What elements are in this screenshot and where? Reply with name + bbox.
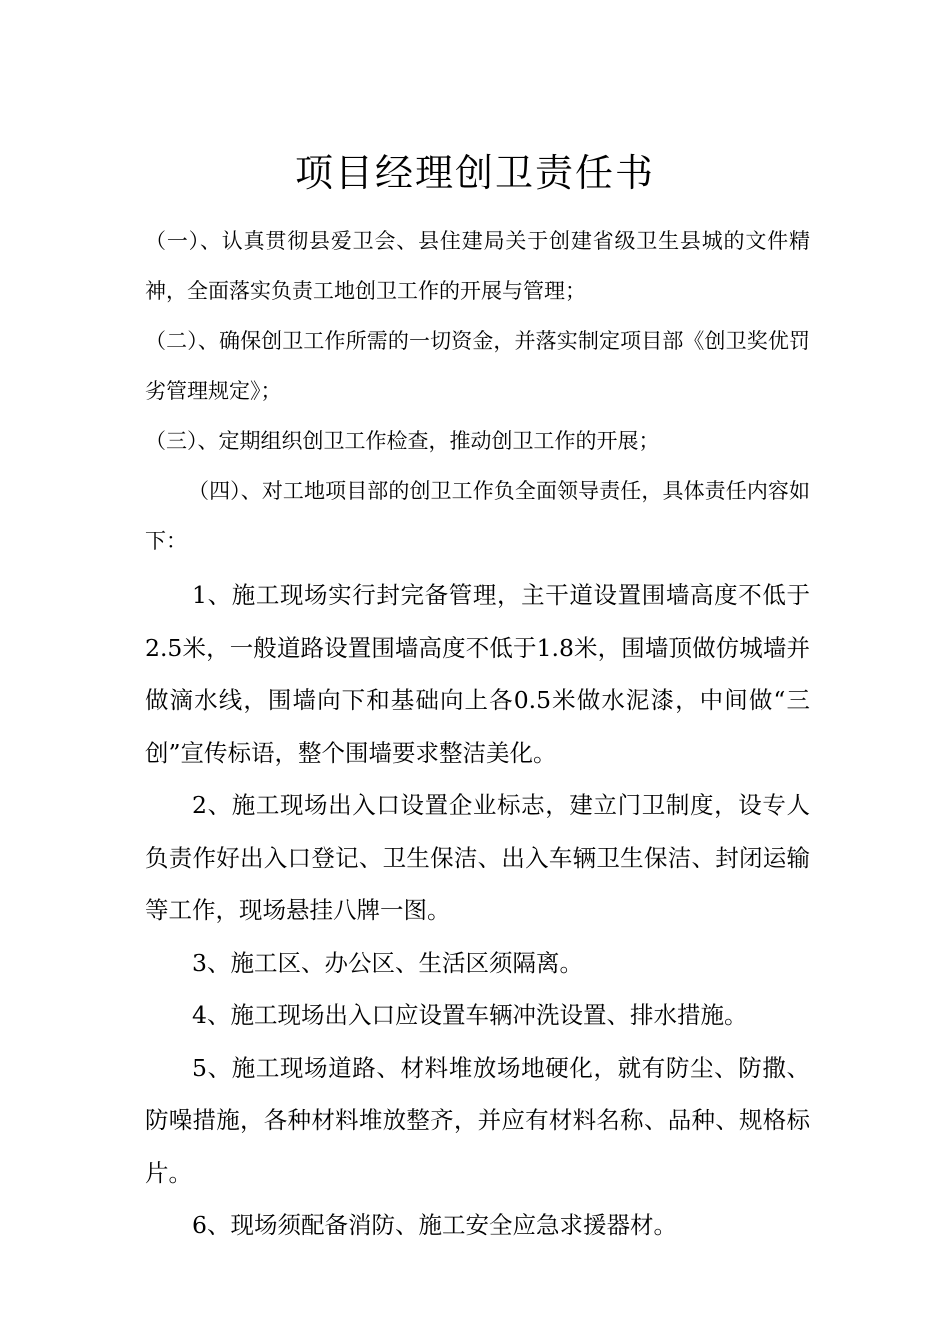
item-1: 1、施工现场实行封完备管理，主干道设置围墙高度不低于2.5米，一般道路设置围墙高度不低于1.8米，围墙顶做仿城墙并做滴水线，围墙向下和基础向上各0.5米做水泥漆，中间做“三创”宣传标语，整个围墙要求整洁美化。 <box>145 581 810 767</box>
document-title: 项目经理创卫责任书 <box>294 151 655 195</box>
item-3: 3、施工区、办公区、生活区须隔离。 <box>192 948 583 977</box>
clause-2: （二）、确保创卫工作所需的一切资金，并落实制定项目部《创卫奖优罚劣管理规定》； <box>145 329 810 403</box>
clause-1: （一）、认真贯彻县爱卫会、县住建局关于创建省级卫生县城的文件精神，全面落实负责工地创卫工作的开展与管理； <box>145 229 810 303</box>
item-4: 4、施工现场出入口应设置车辆冲洗设置、排水措施。 <box>192 1001 748 1029</box>
item-5: 5、施工现场道路、材料堆放场地硬化，就有防尘、防撒、防噪措施，各种材料堆放整齐，并应有材料名称、品种、规格标片。 <box>145 1053 810 1187</box>
clause-4: （四）、对工地项目部的创卫工作负全面领导责任，具体责任内容如下： <box>145 479 810 553</box>
item-6: 6、现场须配备消防、施工安全应急求援器材。 <box>192 1211 677 1239</box>
clause-3: （三）、定期组织创卫工作检查，推动创卫工作的开展； <box>145 429 660 453</box>
document-body <box>145 216 810 1252</box>
item-2: 2、施工现场出入口设置企业标志，建立门卫制度，设专人负责作好出入口登记、卫生保洁、出入车辆卫生保洁、封闭运输等工作，现场悬挂八牌一图。 <box>145 791 810 924</box>
